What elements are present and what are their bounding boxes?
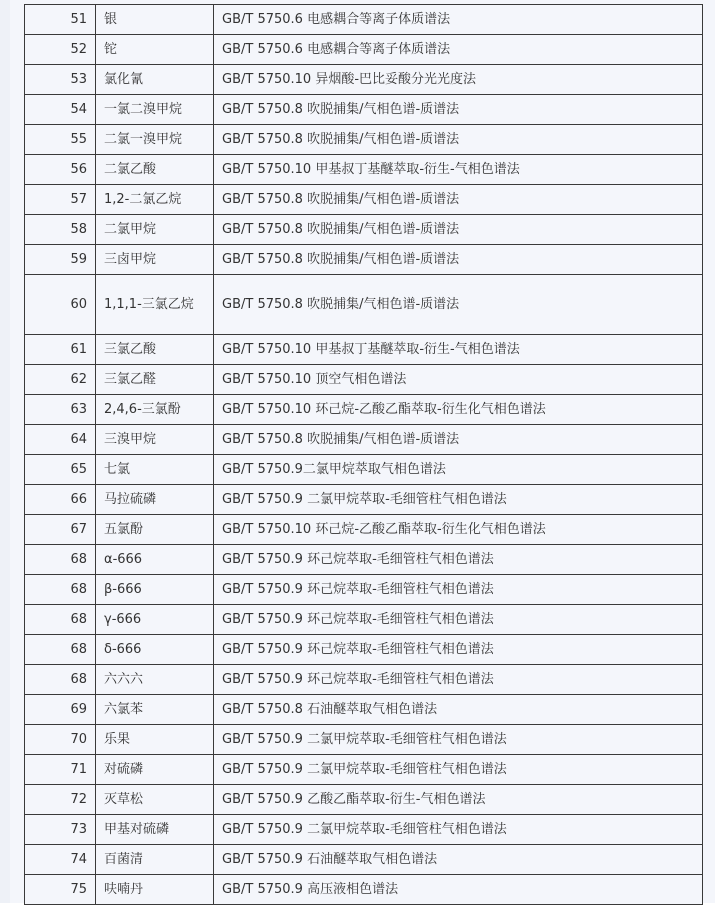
row-number: 68 [25, 575, 96, 605]
test-method: GB/T 5750.8 吹脱捕集/气相色谱-质谱法 [214, 215, 703, 245]
table-row [25, 575, 703, 605]
substance-name: 一氯二溴甲烷 [96, 95, 214, 125]
table-row [25, 545, 703, 575]
test-method: GB/T 5750.9二氯甲烷萃取气相色谱法 [214, 455, 703, 485]
substance-name: 三溴甲烷 [96, 425, 214, 455]
row-number: 68 [25, 635, 96, 665]
substance-name: γ-666 [96, 605, 214, 635]
test-method: GB/T 5750.8 吹脱捕集/气相色谱-质谱法 [214, 95, 703, 125]
row-number: 59 [25, 245, 96, 275]
substance-name: 乐果 [96, 725, 214, 755]
row-number: 56 [25, 155, 96, 185]
table-row [25, 275, 703, 335]
substance-name: 氯化氰 [96, 65, 214, 95]
table-row [25, 185, 703, 215]
test-method: GB/T 5750.8 吹脱捕集/气相色谱-质谱法 [214, 245, 703, 275]
row-number: 60 [25, 275, 96, 335]
substance-name: 二氯乙酸 [96, 155, 214, 185]
substance-name: 甲基对硫磷 [96, 815, 214, 845]
substance-name: 呋喃丹 [96, 875, 214, 905]
test-method: GB/T 5750.9 环己烷萃取-毛细管柱气相色谱法 [214, 635, 703, 665]
substance-name: 二氯甲烷 [96, 215, 214, 245]
table-row [25, 35, 703, 65]
row-number: 69 [25, 695, 96, 725]
test-method: GB/T 5750.10 顶空气相色谱法 [214, 365, 703, 395]
test-method: GB/T 5750.9 环己烷萃取-毛细管柱气相色谱法 [214, 545, 703, 575]
substance-name: 三氯乙醛 [96, 365, 214, 395]
table-row [25, 335, 703, 365]
row-number: 68 [25, 545, 96, 575]
row-number: 68 [25, 665, 96, 695]
table-row [25, 485, 703, 515]
substance-name: 灭草松 [96, 785, 214, 815]
substance-name: δ-666 [96, 635, 214, 665]
table-row [25, 635, 703, 665]
row-number: 70 [25, 725, 96, 755]
test-method: GB/T 5750.10 环己烷-乙酸乙酯萃取-衍生化气相色谱法 [214, 395, 703, 425]
table-row [25, 695, 703, 725]
row-number: 71 [25, 755, 96, 785]
table-row [25, 785, 703, 815]
substance-name: 三氯乙酸 [96, 335, 214, 365]
test-method: GB/T 5750.8 吹脱捕集/气相色谱-质谱法 [214, 185, 703, 215]
substance-name: 六六六 [96, 665, 214, 695]
table-row [25, 665, 703, 695]
test-method: GB/T 5750.9 乙酸乙酯萃取-衍生-气相色谱法 [214, 785, 703, 815]
test-method: GB/T 5750.8 石油醚萃取气相色谱法 [214, 695, 703, 725]
substance-name: 马拉硫磷 [96, 485, 214, 515]
test-method: GB/T 5750.8 吹脱捕集/气相色谱-质谱法 [214, 125, 703, 155]
row-number: 73 [25, 815, 96, 845]
table-row [25, 215, 703, 245]
row-number: 62 [25, 365, 96, 395]
row-number: 55 [25, 125, 96, 155]
table-row [25, 455, 703, 485]
row-number: 54 [25, 95, 96, 125]
substance-name: 铊 [96, 35, 214, 65]
test-method: GB/T 5750.6 电感耦合等离子体质谱法 [214, 5, 703, 35]
table-body [25, 5, 703, 905]
table-row [25, 515, 703, 545]
substance-name: 六氯苯 [96, 695, 214, 725]
table-row [25, 605, 703, 635]
row-number: 51 [25, 5, 96, 35]
row-number: 65 [25, 455, 96, 485]
table-row [25, 125, 703, 155]
row-number: 66 [25, 485, 96, 515]
substance-name: 1,1,1-三氯乙烷 [96, 275, 214, 335]
substance-name: 银 [96, 5, 214, 35]
table-row [25, 365, 703, 395]
row-number: 74 [25, 845, 96, 875]
test-method: GB/T 5750.9 环己烷萃取-毛细管柱气相色谱法 [214, 575, 703, 605]
table-row [25, 395, 703, 425]
test-method: GB/T 5750.10 异烟酸-巴比妥酸分光光度法 [214, 65, 703, 95]
row-number: 53 [25, 65, 96, 95]
row-number: 61 [25, 335, 96, 365]
substance-name: 七氯 [96, 455, 214, 485]
substance-name: 2,4,6-三氯酚 [96, 395, 214, 425]
substance-name: 五氯酚 [96, 515, 214, 545]
substance-name: 二氯一溴甲烷 [96, 125, 214, 155]
substance-name: α-666 [96, 545, 214, 575]
substance-name: β-666 [96, 575, 214, 605]
row-number: 64 [25, 425, 96, 455]
substance-name: 1,2-二氯乙烷 [96, 185, 214, 215]
table-row [25, 95, 703, 125]
row-number: 57 [25, 185, 96, 215]
substance-name: 百菌清 [96, 845, 214, 875]
table-row [25, 845, 703, 875]
test-method: GB/T 5750.9 环己烷萃取-毛细管柱气相色谱法 [214, 665, 703, 695]
test-method: GB/T 5750.8 吹脱捕集/气相色谱-质谱法 [214, 425, 703, 455]
left-margin [0, 0, 10, 903]
row-number: 63 [25, 395, 96, 425]
test-method: GB/T 5750.9 高压液相色谱法 [214, 875, 703, 905]
row-number: 75 [25, 875, 96, 905]
standards-table [24, 4, 703, 905]
test-method: GB/T 5750.9 二氯甲烷萃取-毛细管柱气相色谱法 [214, 815, 703, 845]
test-method: GB/T 5750.10 甲基叔丁基醚萃取-衍生-气相色谱法 [214, 155, 703, 185]
table-row [25, 245, 703, 275]
table-row [25, 425, 703, 455]
row-number: 67 [25, 515, 96, 545]
table-row [25, 725, 703, 755]
test-method: GB/T 5750.9 石油醚萃取气相色谱法 [214, 845, 703, 875]
test-method: GB/T 5750.8 吹脱捕集/气相色谱-质谱法 [214, 275, 703, 335]
test-method: GB/T 5750.6 电感耦合等离子体质谱法 [214, 35, 703, 65]
test-method: GB/T 5750.9 二氯甲烷萃取-毛细管柱气相色谱法 [214, 755, 703, 785]
table-row [25, 755, 703, 785]
test-method: GB/T 5750.10 甲基叔丁基醚萃取-衍生-气相色谱法 [214, 335, 703, 365]
row-number: 52 [25, 35, 96, 65]
table-row [25, 875, 703, 905]
substance-name: 对硫磷 [96, 755, 214, 785]
page-body [10, 0, 715, 903]
test-method: GB/T 5750.9 环己烷萃取-毛细管柱气相色谱法 [214, 605, 703, 635]
test-method: GB/T 5750.9 二氯甲烷萃取-毛细管柱气相色谱法 [214, 725, 703, 755]
table-row [25, 5, 703, 35]
table-row [25, 155, 703, 185]
row-number: 68 [25, 605, 96, 635]
table-row [25, 65, 703, 95]
test-method: GB/T 5750.9 二氯甲烷萃取-毛细管柱气相色谱法 [214, 485, 703, 515]
substance-name: 三卤甲烷 [96, 245, 214, 275]
test-method: GB/T 5750.10 环己烷-乙酸乙酯萃取-衍生化气相色谱法 [214, 515, 703, 545]
row-number: 58 [25, 215, 96, 245]
table-row [25, 815, 703, 845]
row-number: 72 [25, 785, 96, 815]
